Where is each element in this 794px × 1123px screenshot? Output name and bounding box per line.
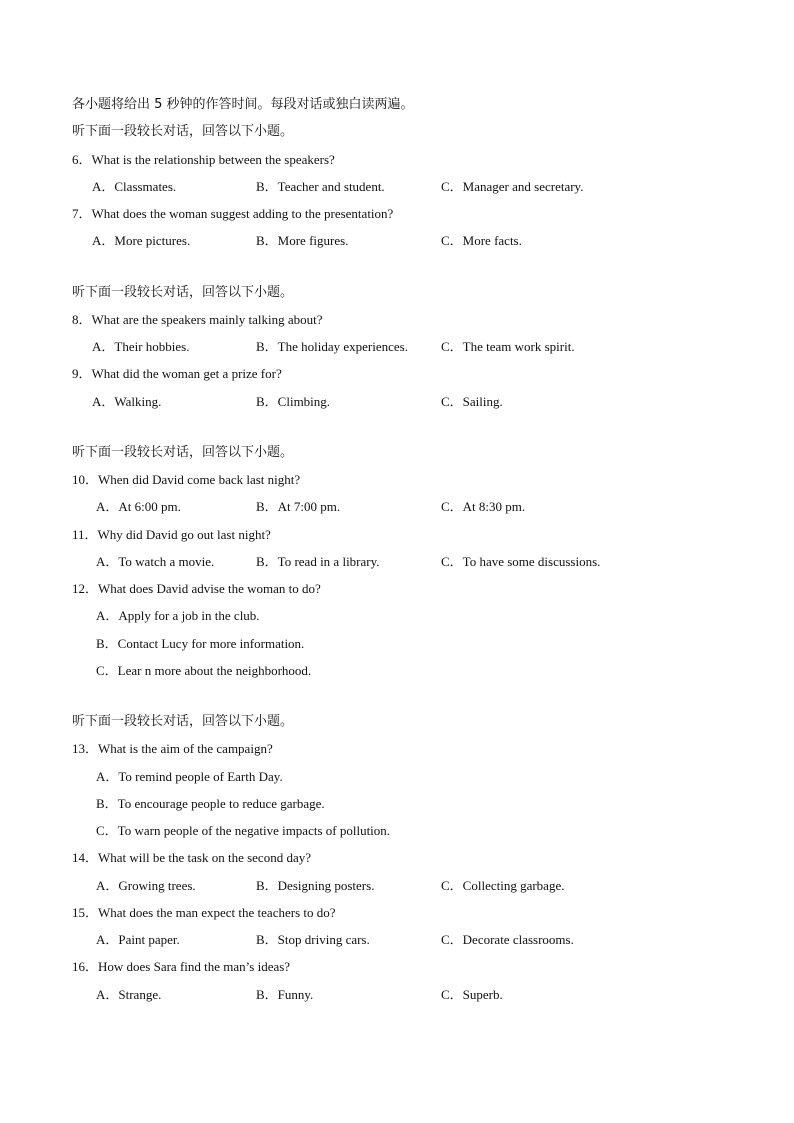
question-13-option-b-row (0, 793, 794, 815)
question-14-options (0, 875, 794, 897)
option-b: B．To encourage people to reduce garbage. (96, 796, 325, 811)
option-c: C．Manager and secretary. (441, 179, 584, 194)
option-b: B．Funny. (256, 987, 314, 1002)
option-b: B．Teacher and student. (256, 179, 385, 194)
question-14 (0, 847, 794, 869)
prompt-text: 听下面一段较长对话，回答以下小题。 (72, 285, 294, 300)
question-15 (0, 902, 794, 924)
question-12-option-b-row (0, 633, 794, 655)
question-11 (0, 524, 794, 546)
option-b: B．More figures. (256, 233, 349, 248)
option-a: A．Strange. (96, 987, 162, 1002)
option-c: C．Superb. (441, 987, 503, 1002)
question-text: 10．When did David come back last night? (72, 472, 301, 487)
question-10 (0, 469, 794, 491)
prompt-text: 听下面一段较长对话，回答以下小题。 (72, 445, 294, 460)
option-a: A．Paint paper. (96, 932, 180, 947)
question-6-options (0, 176, 794, 198)
question-text: 9．What did the woman get a prize for? (72, 366, 282, 381)
question-9-options (0, 391, 794, 413)
option-b: B．Designing posters. (256, 878, 375, 893)
option-b: B．Contact Lucy for more information. (96, 636, 305, 651)
option-b: B．Climbing. (256, 394, 331, 409)
option-a: A．Their hobbies. (92, 339, 190, 354)
option-b: B．To read in a library. (256, 554, 380, 569)
question-10-options (0, 496, 794, 518)
option-c: C．To have some discussions. (441, 554, 601, 569)
question-text: 7．What does the woman suggest adding to the presentation? (72, 206, 394, 221)
instructions-intro (0, 94, 794, 116)
question-text: 14．What will be the task on the second day? (72, 850, 311, 865)
option-c: C．Collecting garbage. (441, 878, 565, 893)
option-a: A．Classmates. (92, 179, 177, 194)
option-a: A．Growing trees. (96, 878, 196, 893)
question-12-option-a-row (0, 605, 794, 627)
question-16 (0, 956, 794, 978)
question-12 (0, 578, 794, 600)
question-13-option-a-row (0, 766, 794, 788)
question-13-option-c-row (0, 820, 794, 842)
question-text: 16．How does Sara find the man’s ideas? (72, 959, 291, 974)
intro-text: 各小题将给出 5 秒钟的作答时间。每段对话或独白读两遍。 (72, 97, 414, 112)
question-text: 8．What are the speakers mainly talking about? (72, 312, 323, 327)
option-c: C．At 8:30 pm. (441, 499, 526, 514)
option-a: A．To watch a movie. (96, 554, 215, 569)
option-b: B．Stop driving cars. (256, 932, 370, 947)
question-16-options (0, 984, 794, 1006)
question-text: 13．What is the aim of the campaign? (72, 741, 273, 756)
option-c: C．Lear n more about the neighborhood. (96, 663, 312, 678)
question-15-options (0, 929, 794, 951)
question-8-options (0, 336, 794, 358)
option-c: C．Sailing. (441, 394, 503, 409)
option-c: C．The team work spirit. (441, 339, 575, 354)
question-12-option-c-row (0, 660, 794, 682)
section-prompt-1 (0, 121, 794, 143)
section-prompt-3 (0, 442, 794, 464)
option-a: A．At 6:00 pm. (96, 499, 181, 514)
section-prompt-4 (0, 711, 794, 733)
question-7 (0, 203, 794, 225)
question-text: 12．What does David advise the woman to do? (72, 581, 321, 596)
question-text: 6．What is the relationship between the speakers? (72, 152, 335, 167)
question-11-options (0, 551, 794, 573)
question-8 (0, 309, 794, 331)
option-a: A．To remind people of Earth Day. (96, 769, 283, 784)
option-c: C．Decorate classrooms. (441, 932, 574, 947)
prompt-text: 听下面一段较长对话，回答以下小题。 (72, 124, 294, 139)
option-a: A．Walking. (92, 394, 162, 409)
question-9 (0, 363, 794, 385)
question-13 (0, 738, 794, 760)
question-7-options (0, 230, 794, 252)
option-a: A．More pictures. (92, 233, 191, 248)
option-c: C．To warn people of the negative impacts of pollution. (96, 823, 391, 838)
option-c: C．More facts. (441, 233, 522, 248)
question-text: 15．What does the man expect the teachers to do? (72, 905, 336, 920)
option-b: B．At 7:00 pm. (256, 499, 341, 514)
question-6 (0, 149, 794, 171)
option-a: A．Apply for a job in the club. (96, 608, 260, 623)
prompt-text: 听下面一段较长对话，回答以下小题。 (72, 714, 294, 729)
question-text: 11．Why did David go out last night? (72, 527, 271, 542)
section-prompt-2 (0, 282, 794, 304)
option-b: B．The holiday experiences. (256, 339, 408, 354)
